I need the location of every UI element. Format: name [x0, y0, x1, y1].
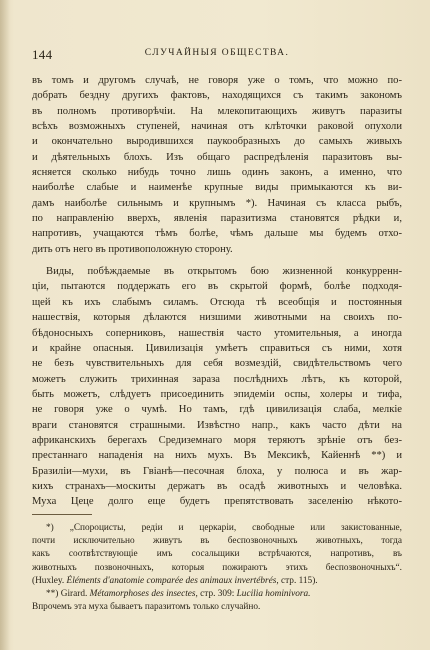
text-line: добрать бездну другихъ фактовъ, находящихся съ такимъ закономъ	[32, 90, 402, 102]
text-line: ясняется сколько нибудь точно лишь одинъ законъ, а именно, что	[32, 167, 402, 179]
citation-pages: , стр. 309:	[195, 588, 235, 599]
text-line: Муха Цеце долго еще будетъ препятствовать заселенію нѣкото-	[32, 496, 402, 508]
text-line: не безъ чувствительныхъ для себя возмездій, свидѣтельствомъ чего	[32, 358, 402, 370]
text-line: по направленію вверхъ, явленія паразитизма становятся рѣдки и,	[32, 213, 402, 225]
footnote-divider	[32, 514, 92, 515]
citation-author: Girard.	[60, 588, 88, 599]
footnote-line: какъ соотвѣтствующіе имъ сосальщики встрѣчаются, напротивъ, въ	[32, 549, 402, 560]
gutter-shadow	[0, 0, 10, 650]
species-name: Lucilia hominivora.	[236, 588, 311, 599]
text-line: ціи, пытаются поддержать его въ скрытой формѣ, болѣе подходя-	[32, 281, 402, 293]
text-line: быть можетъ, слѣдуетъ присоединить эпидеміи оспы, холеры и тифа,	[32, 388, 402, 400]
paragraph-gap	[32, 257, 402, 264]
footnote-1	[32, 522, 402, 588]
text-line: враги становятся страшными. Извѣстно напр., какъ часто дѣти на	[32, 419, 402, 431]
paragraph-2	[32, 264, 402, 510]
text-line: нашествія, которыя дѣлаются низшими животными на своихъ по-	[32, 312, 402, 324]
footnotes	[32, 522, 402, 614]
citation-title: Éléments d'anatomie comparée des animaux invertébrés	[66, 575, 277, 586]
footnote-line: Впрочемъ эта муха бываетъ паразитомъ только случайно.	[32, 602, 261, 613]
text-line: бѣдоносныхъ соперниковъ, нашествія часто утомительныя, а иногда	[32, 327, 402, 339]
text-line: кихъ странахъ—москиты держатъ въ осадѣ животныхъ и человѣка.	[32, 480, 402, 492]
footnote-citation	[32, 588, 402, 601]
footnote-line: *) „Спороцисты, редіи и церкаріи, свободные или закистованные,	[46, 523, 402, 533]
footnote-line: животныхъ позвоночныхъ, которыя пожираютъ этихъ беспозвоночныхъ“.	[32, 562, 402, 573]
footnote-citation	[32, 575, 402, 588]
footnote-marker: **)	[46, 588, 59, 599]
footnote-2	[32, 588, 402, 614]
text-line: Виды, побѣждаемые въ открытомъ бою жизненной конкурренн-	[46, 266, 402, 278]
page-header	[32, 47, 402, 63]
text-line: африканскихъ берегахъ Средиземнаго моря теряютъ зрѣніе отъ без-	[32, 434, 402, 446]
text-line: напротивъ, учащаются тѣмъ болѣе, чѣмъ дальше мы будемъ отхо-	[32, 228, 402, 240]
text-line: наиболѣе слабые и наименѣе крупные виды примыкаются къ ви-	[32, 182, 402, 194]
citation-title: Métamorphoses des insectes	[89, 588, 196, 599]
text-line: всѣхъ возможныхъ ступеней, начиная отъ клѣточки раковой опухоли	[32, 121, 402, 133]
running-title: СЛУЧАЙНЫЯ ОБЩЕСТВА.	[144, 48, 290, 58]
text-line: можетъ служить трихинная зараза послѣднихъ лѣтъ, къ которой,	[32, 373, 402, 385]
citation-author: (Huxley.	[32, 575, 65, 586]
text-line: и крайне опасныя. Цивилизація умѣетъ справиться съ ними, хотя	[32, 342, 402, 354]
text-line: щей къ ихъ слабымъ силамъ. Отсюда тѣ всеобщія и постоянныя	[32, 296, 402, 308]
text-line: престаннаго нападенія на нихъ мухъ. Въ Мексикѣ, Кайеннѣ **) и	[32, 450, 402, 462]
paragraph-1	[32, 73, 402, 257]
text-line: и окончательно выродившихся паукообразныхъ до самыхъ живыхъ	[32, 136, 402, 148]
text-line: въ полномъ противорѣчіи. На млекопитающихъ живутъ паразиты	[32, 105, 402, 117]
citation-pages: , стр. 115).	[276, 575, 318, 586]
page-number: 144	[32, 47, 53, 62]
text-line: въ томъ и другомъ случаѣ, не говоря уже о томъ, что можно по-	[32, 75, 402, 86]
body-text	[32, 73, 402, 510]
text-line: дить отъ него въ противоположную сторону.	[32, 243, 233, 255]
footnote-line: почти исключительно живутъ въ беспозвоночныхъ животныхъ, тогда	[32, 536, 402, 547]
text-line: и дѣятельныхъ блохъ. Изъ общаго распредѣленія паразитовъ вы-	[32, 151, 402, 163]
text-line: дамъ наиболѣе сильнымъ и крупнымъ *). Начиная съ класса рыбъ,	[32, 197, 402, 209]
text-line: Бразиліи—мухи, въ Гвіанѣ—песочная блоха, у полюса и въ жар-	[32, 465, 402, 477]
text-line: не говоря уже о чумѣ. Но тамъ, гдѣ цивилизація слаба, мелкіе	[32, 404, 402, 416]
